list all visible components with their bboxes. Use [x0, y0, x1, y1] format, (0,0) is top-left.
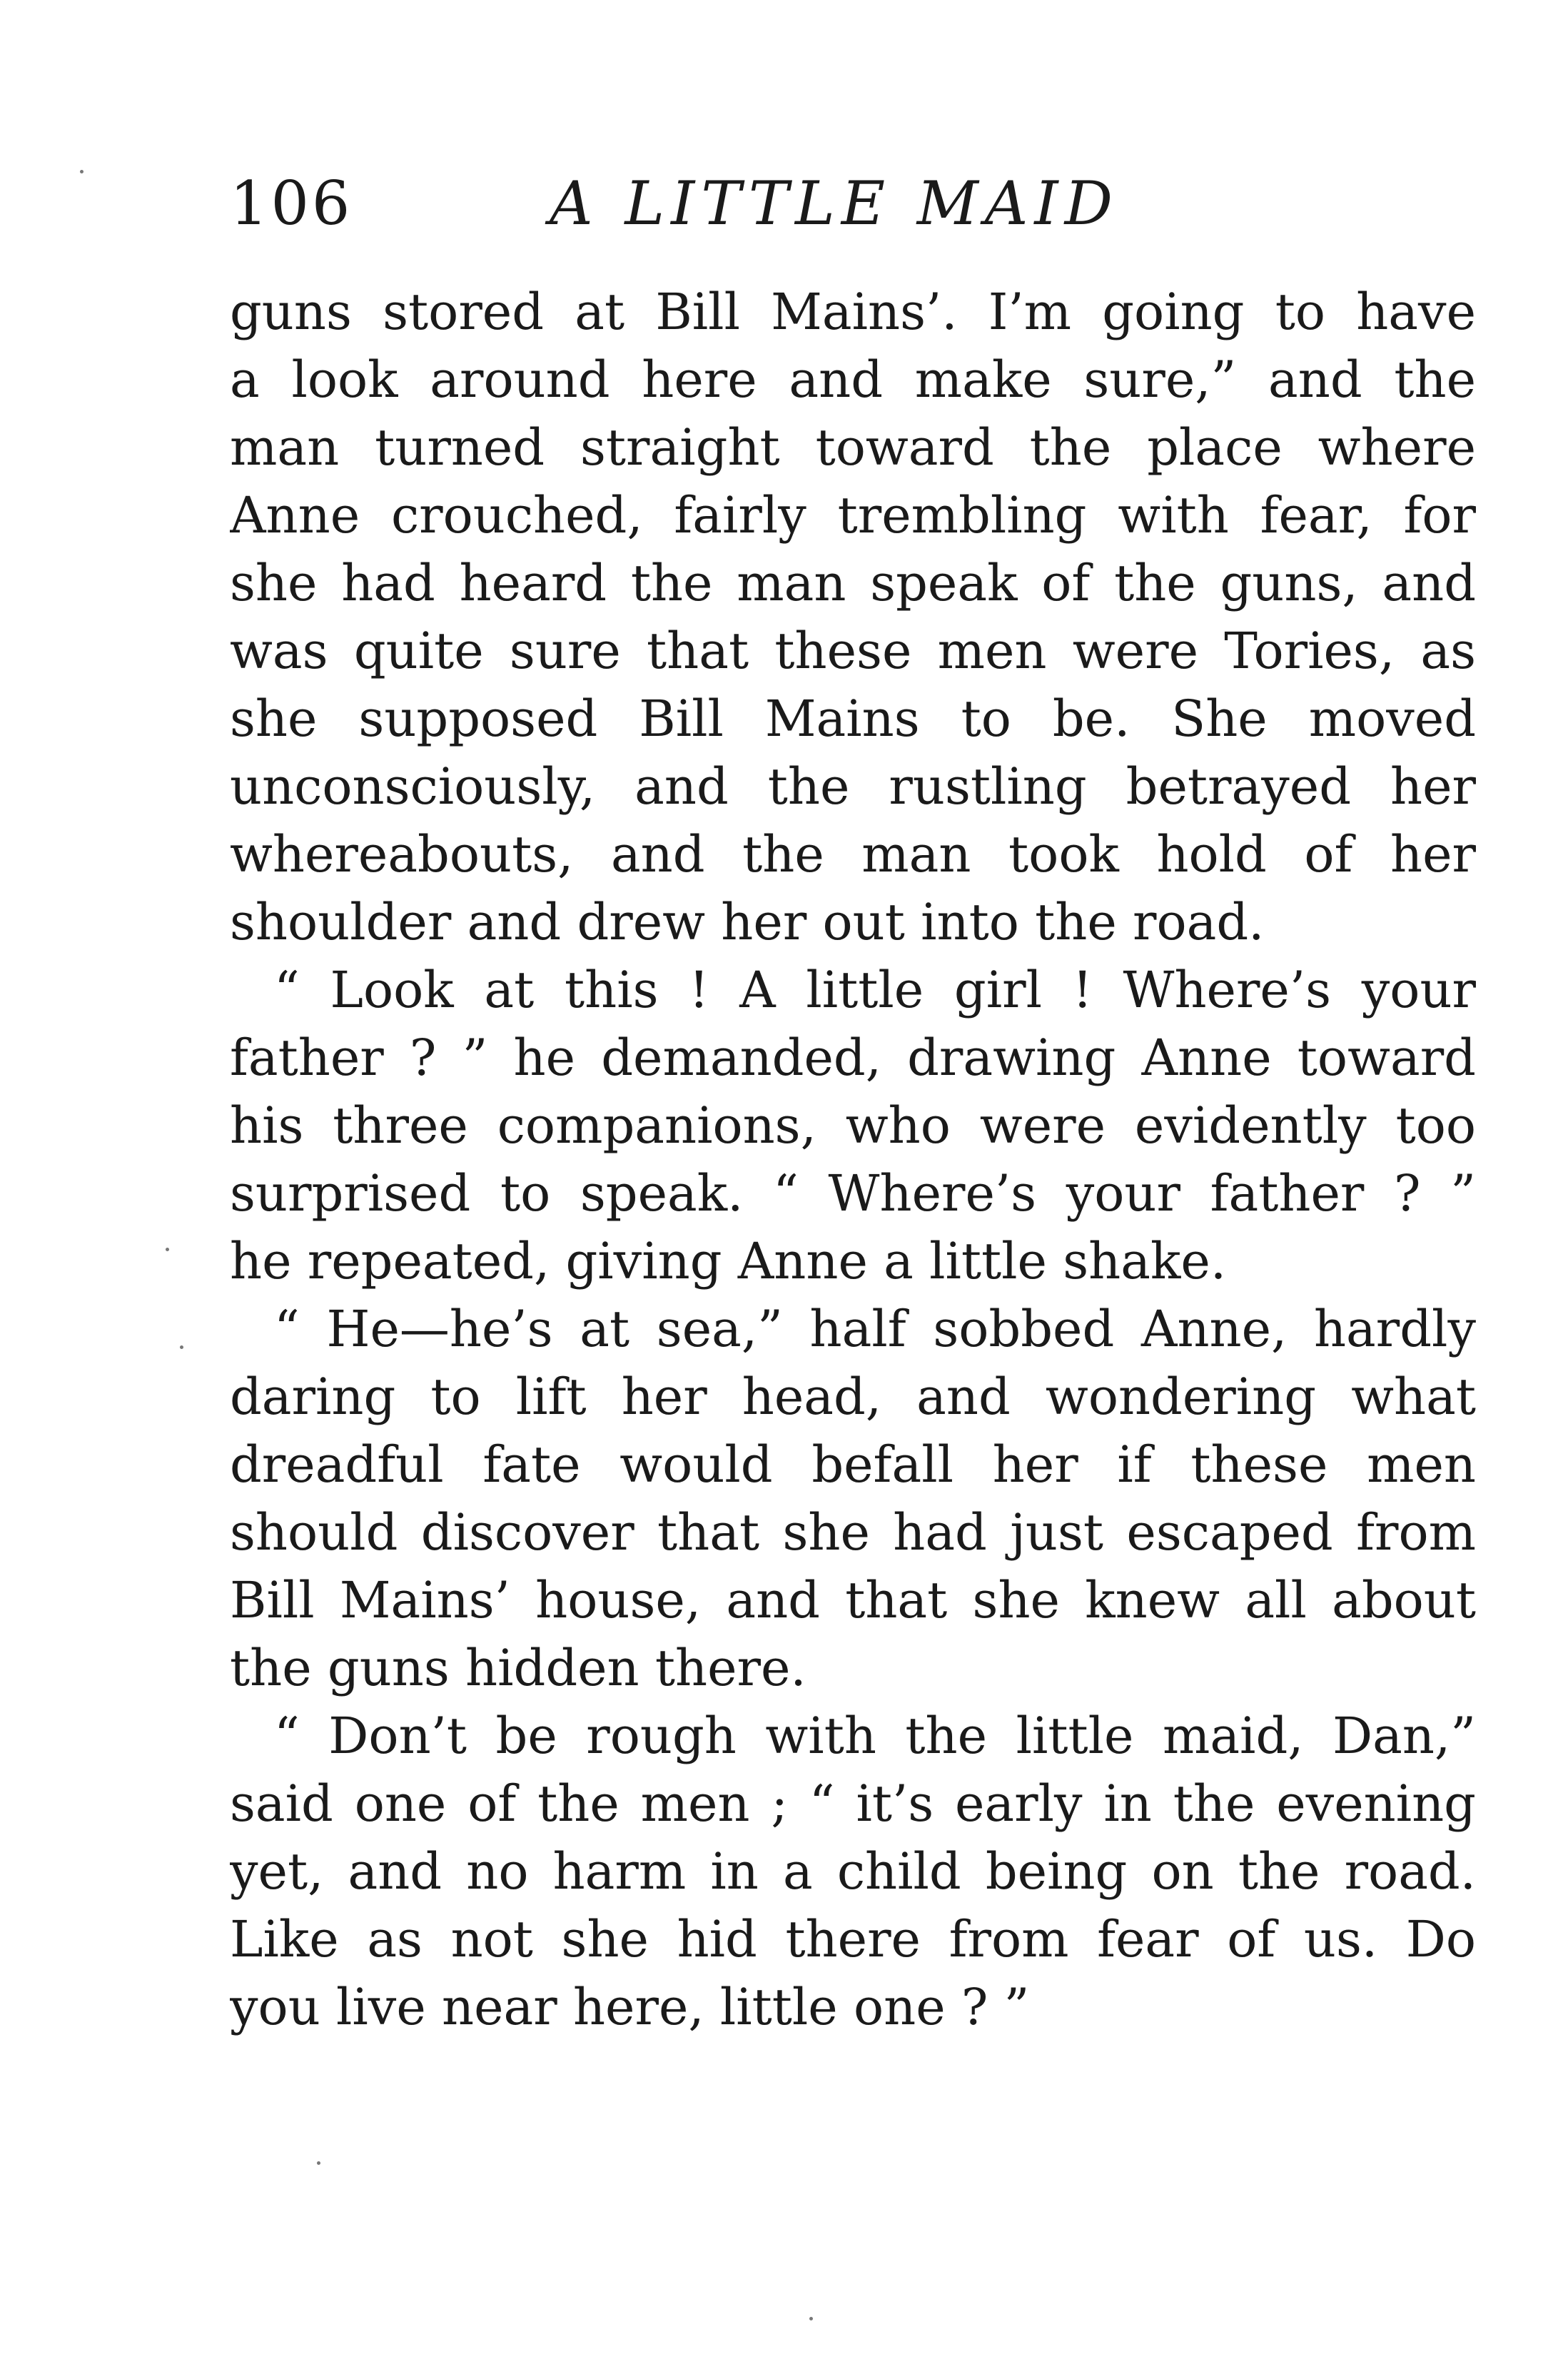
text-line: man turned straight toward the place where: [230, 418, 1476, 477]
body-text: [230, 278, 1476, 2041]
text-line: “ Look at this ! A little girl ! Where’s your: [274, 961, 1476, 1019]
scan-speck: [180, 1345, 183, 1349]
text-line: whereabouts, and the man took hold of her: [230, 825, 1476, 884]
text-line: the guns hidden there.: [230, 1639, 806, 1697]
text-line: a look around here and make sure,” and the: [230, 350, 1476, 409]
text-line: unconsciously, and the rustling betrayed her: [230, 757, 1476, 816]
text-line: you live near here, little one ? ”: [230, 1978, 1030, 2036]
text-line: guns stored at Bill Mains’. I’m going to have: [230, 283, 1476, 341]
text-line: he repeated, giving Anne a little shake.: [230, 1232, 1227, 1290]
scan-speck: [80, 170, 84, 173]
text-line: dreadful fate would befall her if these men: [230, 1435, 1476, 1494]
text-line: yet, and no harm in a child being on the road.: [230, 1842, 1476, 1901]
text-line: was quite sure that these men were Tories, as: [230, 622, 1476, 680]
text-line: she supposed Bill Mains to be. She moved: [230, 689, 1476, 748]
text-line: she had heard the man speak of the guns, and: [230, 554, 1476, 612]
running-title: A LITTLE MAID: [550, 168, 1119, 238]
text-line: should discover that she had just escaped from: [230, 1503, 1476, 1562]
text-line: his three companions, who were evidently too: [230, 1096, 1476, 1155]
text-line: “ He—he’s at sea,” half sobbed Anne, hardly: [274, 1300, 1476, 1358]
text-line: Anne crouched, fairly trembling with fear, for: [230, 486, 1476, 545]
scan-speck: [317, 2161, 320, 2165]
running-head: [230, 164, 1193, 243]
text-line: “ Don’t be rough with the little maid, Dan,”: [274, 1707, 1476, 1765]
text-line: father ? ” he demanded, drawing Anne toward: [230, 1029, 1476, 1087]
text-line: daring to lift her head, and wondering what: [230, 1368, 1476, 1426]
text-line: surprised to speak. “ Where’s your father ? ”: [230, 1164, 1476, 1223]
text-line: Like as not she hid there from fear of us. Do: [230, 1910, 1476, 1969]
scan-speck: [809, 2317, 813, 2320]
text-line: Bill Mains’ house, and that she knew all about: [230, 1571, 1476, 1630]
scan-speck: [166, 1248, 169, 1251]
text-line: shoulder and drew her out into the road.: [230, 893, 1265, 951]
page-number: 106: [230, 168, 353, 238]
text-line: said one of the men ; “ it’s early in the evening: [230, 1774, 1476, 1833]
